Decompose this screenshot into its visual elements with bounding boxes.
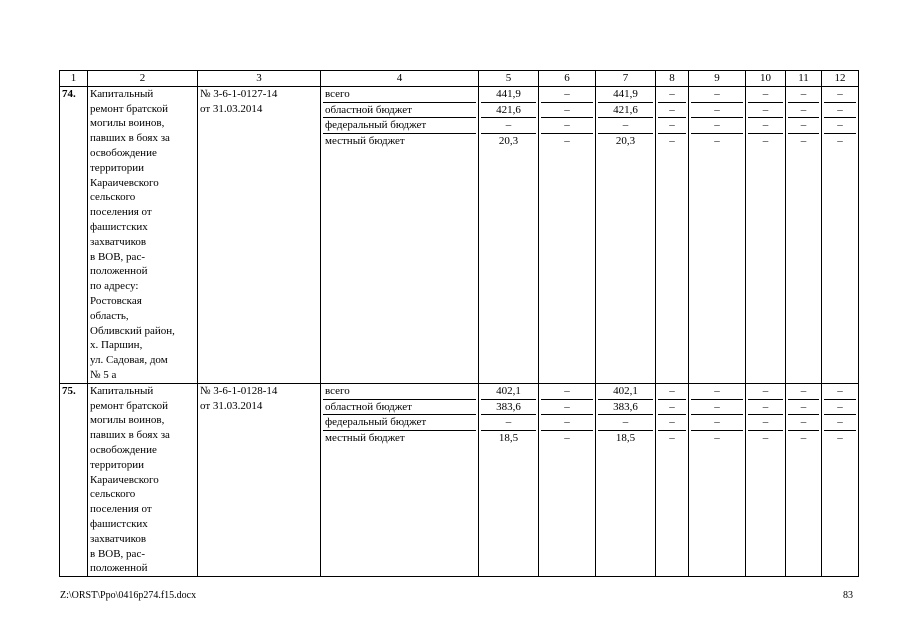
amount-cell: – [824,415,856,431]
header-cell: 4 [321,71,479,87]
footer-page-number: 83 [843,590,853,601]
description-line: в ВОВ, рас- [90,547,145,560]
amount-cell: – [541,384,593,400]
header-cell: 10 [746,71,786,87]
amount-cell: – [748,118,783,134]
amount-cell: – [837,432,843,445]
amount-column-8 [656,86,689,383]
amount-cell: – [658,87,686,103]
object-description [88,86,198,383]
description-line: Обливский район, [90,324,175,337]
description-line: могилы воинов, [90,117,165,130]
description-line: х. Паршин, [90,339,143,352]
amount-cell: – [762,432,769,445]
description-line: по адресу: [90,280,139,293]
amount-cell: 18,5 [498,432,519,445]
table-row [60,383,859,576]
description-line: положенной [90,562,148,575]
description-line: положенной [90,265,148,278]
amount-cell: 383,6 [481,400,536,416]
amount-cell: – [564,432,570,445]
amount-cell: 421,6 [598,103,653,119]
amount-column-7 [596,383,656,576]
description-line: область, [90,309,129,322]
amount-cell: – [481,415,536,431]
document-line: № 3-6-1-0127-14 [200,87,278,100]
table-row [60,86,859,383]
description-line: Караичевского [90,473,159,486]
amount-cell: – [658,400,686,416]
document-line: № 3-6-1-0128-14 [200,384,278,397]
amount-column-6 [539,383,596,576]
funding-source-label: всего [323,384,476,400]
amount-column-11 [786,383,822,576]
description-line: освобождение [90,146,157,159]
amount-cell: – [748,384,783,400]
amount-cell: – [824,103,856,119]
amount-column-11 [786,86,822,383]
funding-sources [321,383,479,576]
amount-cell: – [691,415,743,431]
amount-cell: – [824,87,856,103]
amount-cell: – [714,135,720,148]
amount-cell: – [748,103,783,119]
description-line: павших в боях за [90,429,170,442]
description-line: фашистских [90,517,148,530]
budget-table [59,70,859,577]
amount-cell: – [541,118,593,134]
amount-column-9 [689,383,746,576]
header-cell: 11 [786,71,822,87]
header-cell: 12 [822,71,859,87]
header-cell: 6 [539,71,596,87]
document-line: от 31.03.2014 [200,102,263,115]
description-line: ремонт братской [90,399,168,412]
header-row [60,71,859,87]
amount-cell: 402,1 [598,384,653,400]
header-cell: 5 [479,71,539,87]
row-number: 74. [60,86,88,383]
amount-cell: – [748,400,783,416]
amount-cell: – [541,87,593,103]
description-line: Караичевского [90,176,159,189]
document-line: от 31.03.2014 [200,399,263,412]
amount-cell: – [691,103,743,119]
footer-file-path: Z:\ORST\Ppo\0416p274.f15.docx [60,590,197,601]
header-cell: 7 [596,71,656,87]
amount-column-5 [479,383,539,576]
description-line: территории [90,161,145,174]
amount-cell: – [691,118,743,134]
description-line: ремонт братской [90,102,168,115]
amount-cell: – [788,87,819,103]
amount-cell: – [788,415,819,431]
amount-column-6 [539,86,596,383]
header-cell: 3 [198,71,321,87]
amount-cell: – [824,400,856,416]
amount-cell: – [691,384,743,400]
amount-cell: – [598,415,653,431]
description-line: павших в боях за [90,132,170,145]
amount-cell: – [788,400,819,416]
description-line: Ростовская [90,294,142,307]
amount-cell: – [541,400,593,416]
amount-cell: 20,3 [498,135,519,148]
description-line: захватчиков [90,532,147,545]
amount-cell: – [824,118,856,134]
amount-cell: – [669,432,675,445]
description-line: Капитальный [90,87,154,100]
funding-source-label: областной бюджет [323,400,476,416]
description-line: Капитальный [90,384,154,397]
description-line: в ВОВ, рас- [90,250,145,263]
amount-cell: – [714,432,720,445]
description-line: сельского [90,191,136,204]
amount-column-10 [746,86,786,383]
amount-cell: – [748,87,783,103]
description-line: сельского [90,488,136,501]
description-line: территории [90,458,145,471]
amount-cell: 402,1 [481,384,536,400]
description-line: поселения от [90,503,152,516]
amount-cell: – [658,415,686,431]
amount-cell: – [658,103,686,119]
amount-cell: – [658,118,686,134]
description-line: освобождение [90,443,157,456]
amount-cell: – [669,135,675,148]
amount-cell: – [788,384,819,400]
header-cell: 2 [88,71,198,87]
amount-cell: 441,9 [481,87,536,103]
amount-cell: 20,3 [615,135,636,148]
funding-source-label: местный бюджет [325,135,405,148]
amount-column-8 [656,383,689,576]
amount-column-5 [479,86,539,383]
amount-cell: – [691,400,743,416]
description-line: № 5 а [90,368,117,381]
amount-cell: – [788,118,819,134]
funding-source-label: областной бюджет [323,103,476,119]
description-line: захватчиков [90,235,147,248]
amount-cell: 18,5 [615,432,636,445]
amount-cell: – [481,118,536,134]
amount-cell: – [541,103,593,119]
funding-source-label: федеральный бюджет [323,415,476,431]
amount-cell: – [748,415,783,431]
amount-column-7 [596,86,656,383]
document-reference [198,86,321,383]
amount-cell: – [800,135,807,148]
amount-cell: – [658,384,686,400]
description-line: ул. Садовая, дом [90,354,168,367]
funding-source-label: местный бюджет [325,432,405,445]
amount-cell: – [541,415,593,431]
amount-cell: 441,9 [598,87,653,103]
amount-cell: – [788,103,819,119]
amount-cell: – [564,135,570,148]
amount-cell: – [598,118,653,134]
amount-cell: – [800,432,807,445]
document-reference [198,383,321,576]
amount-cell: – [837,135,843,148]
amount-cell: – [824,384,856,400]
funding-sources [321,86,479,383]
amount-cell: 383,6 [598,400,653,416]
description-line: фашистских [90,220,148,233]
description-line: могилы воинов, [90,414,165,427]
header-cell: 9 [689,71,746,87]
amount-cell: 421,6 [481,103,536,119]
amount-column-9 [689,86,746,383]
funding-source-label: всего [323,87,476,103]
header-cell: 8 [656,71,689,87]
amount-column-12 [822,86,859,383]
amount-column-10 [746,383,786,576]
header-cell: 1 [60,71,88,87]
description-line: поселения от [90,206,152,219]
funding-source-label: федеральный бюджет [323,118,476,134]
amount-column-12 [822,383,859,576]
amount-cell: – [762,135,769,148]
row-number: 75. [60,383,88,576]
object-description [88,383,198,576]
amount-cell: – [691,87,743,103]
